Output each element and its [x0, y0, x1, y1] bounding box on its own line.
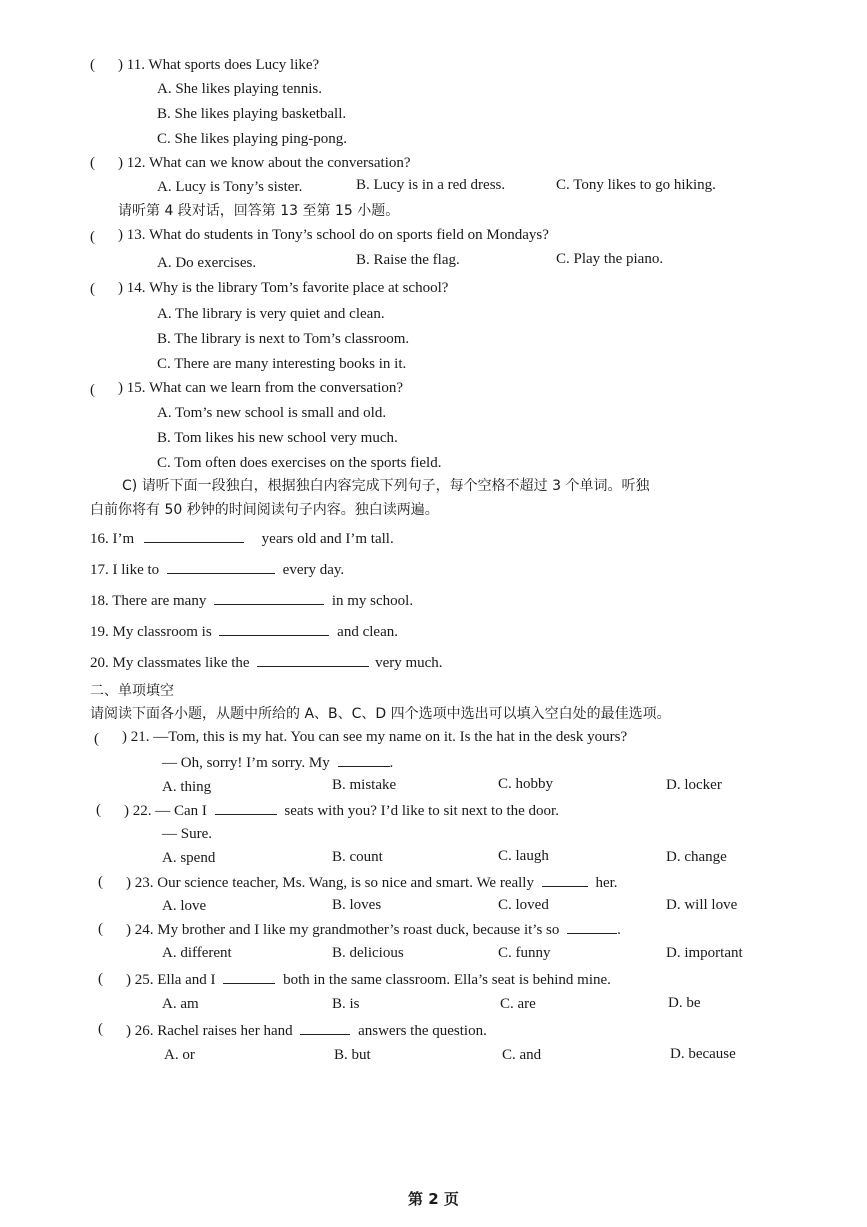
q15-option-a: A. Tom’s new school is small and old.	[157, 405, 387, 421]
question-14: ) 14. Why is the library Tom’s favorite place at school?	[118, 280, 449, 296]
question-bracket: (	[90, 155, 95, 171]
q23-text: ) 23. Our science teacher, Ms. Wang, is so nice and smart. We really	[126, 875, 534, 891]
answer-blank[interactable]	[144, 528, 244, 543]
question-26	[126, 1020, 487, 1040]
q22-option-b: B. count	[332, 849, 383, 865]
q26-option-c: C. and	[502, 1047, 542, 1063]
answer-blank[interactable]	[214, 590, 324, 605]
question-13: ) 13. What do students in Tony’s school do on sports field on Mondays?	[118, 227, 549, 243]
q13-option-a: A. Do exercises.	[157, 255, 257, 271]
q22-option-a: A. spend	[162, 850, 216, 866]
q18-text-end: in my school.	[331, 593, 414, 609]
q18-text: 18. There are many	[90, 593, 207, 609]
q16-text: 16. I’m	[90, 531, 135, 547]
q14-option-b: B. The library is next to Tom’s classroom.	[157, 331, 410, 347]
q26-option-b: B. but	[334, 1047, 371, 1063]
q24-text: ) 24. My brother and I like my grandmother’s roast duck, because it’s so	[126, 922, 560, 938]
question-11: ) 11. What sports does Lucy like?	[118, 57, 320, 73]
q25-text-end: both in the same classroom. Ella’s seat is behind mine.	[283, 972, 611, 988]
q13-option-b: B. Raise the flag.	[356, 252, 460, 268]
q13-option-c: C. Play the piano.	[556, 251, 664, 267]
q21-option-c: C. hobby	[498, 776, 554, 792]
answer-blank[interactable]	[542, 872, 588, 887]
q21-option-a: A. thing	[162, 779, 212, 795]
q26-option-a: A. or	[164, 1047, 195, 1063]
q23-option-d: D. will love	[666, 897, 738, 913]
q24-option-c: C. funny	[498, 945, 551, 961]
q21-option-b: B. mistake	[332, 777, 397, 793]
q25-option-a: A. am	[162, 996, 199, 1012]
q23-option-b: B. loves	[332, 897, 382, 913]
question-bracket: (	[98, 874, 103, 890]
part-2-title: 二、单项填空	[90, 683, 174, 699]
q25-option-d: D. be	[668, 995, 701, 1011]
q23-option-c: C. loved	[498, 897, 549, 913]
page-number: 第 2 页	[408, 1190, 459, 1208]
q21-response-text: — Oh, sorry! I’m sorry. My	[162, 755, 330, 771]
question-bracket: (	[98, 971, 103, 987]
answer-blank[interactable]	[567, 919, 617, 934]
question-bracket: (	[98, 921, 103, 937]
q15-option-c: C. Tom often does exercises on the sports field.	[157, 455, 442, 471]
q12-option-b: B. Lucy is in a red dress.	[356, 177, 506, 193]
q23-option-a: A. love	[162, 898, 207, 914]
q22-text-end: seats with you? I’d like to sit next to the door.	[284, 803, 559, 819]
part-2-instruction: 请阅读下面各小题，从题中所给的 A、B、C、D 四个选项中选出可以填入空白处的最佳选项。	[90, 706, 671, 722]
question-17	[90, 559, 344, 579]
q14-option-c: C. There are many interesting books in it.	[157, 356, 407, 372]
q23-text-end: her.	[595, 875, 618, 891]
q21-option-d: D. locker	[666, 777, 722, 793]
question-bracket: (	[94, 731, 99, 747]
q25-text: ) 25. Ella and I	[126, 972, 216, 988]
question-bracket: (	[90, 382, 95, 398]
answer-blank[interactable]	[257, 652, 369, 667]
question-22	[124, 800, 559, 820]
q26-option-d: D. because	[670, 1046, 736, 1062]
question-18	[90, 590, 413, 610]
question-20	[90, 652, 443, 672]
q11-option-a: A. She likes playing tennis.	[157, 81, 322, 97]
answer-blank[interactable]	[219, 621, 329, 636]
question-bracket: (	[90, 57, 95, 73]
q12-option-c: C. Tony likes to go hiking.	[556, 177, 716, 193]
q22-response: — Sure.	[162, 826, 212, 842]
q22-option-d: D. change	[666, 849, 727, 865]
q19-text-end: and clean.	[337, 624, 398, 640]
q12-option-a: A. Lucy is Tony’s sister.	[157, 179, 303, 195]
answer-blank[interactable]	[338, 752, 390, 767]
q17-text-end: every day.	[282, 562, 345, 578]
question-21: ) 21. —Tom, this is my hat. You can see my name on it. Is the hat in the desk yours?	[122, 729, 628, 745]
question-bracket: (	[98, 1021, 103, 1037]
q19-text: 19. My classroom is	[90, 624, 212, 640]
q25-option-c: C. are	[500, 996, 536, 1012]
q26-text-end: answers the question.	[358, 1023, 487, 1039]
question-16	[90, 528, 394, 548]
answer-blank[interactable]	[167, 559, 275, 574]
question-19	[90, 621, 398, 641]
question-bracket: (	[90, 229, 95, 245]
q25-option-b: B. is	[332, 996, 360, 1012]
section-c-instruction-cont: 白前你将有 50 秒钟的时间阅读句子内容。独白读两遍。	[90, 502, 439, 518]
question-15: ) 15. What can we learn from the conversation?	[118, 380, 404, 396]
q20-text-end: very much.	[375, 655, 443, 671]
q11-option-c: C. She likes playing ping-pong.	[157, 131, 347, 147]
q24-option-d: D. important	[666, 945, 743, 961]
question-12: ) 12. What can we know about the conversation?	[118, 155, 411, 171]
question-bracket: (	[96, 802, 101, 818]
q26-text: ) 26. Rachel raises her hand	[126, 1023, 293, 1039]
q20-text: 20. My classmates like the	[90, 655, 250, 671]
question-24: ) 24. My brother and I like my grandmother’s roast duck, because it’s so .	[126, 919, 621, 939]
q17-text: 17. I like to	[90, 562, 160, 578]
q16-text-end: years old and I’m tall.	[261, 531, 394, 547]
section-c-instruction: C) 请听下面一段独白，根据独白内容完成下列句子，每个空格不超过 3 个单词。听独	[122, 478, 650, 494]
q22-text: ) 22. — Can I	[124, 803, 207, 819]
question-23	[126, 872, 618, 892]
q11-option-b: B. She likes playing basketball.	[157, 106, 347, 122]
instruction-dialog-4: 请听第 4 段对话，回答第 13 至第 15 小题。	[118, 203, 400, 219]
q22-option-c: C. laugh	[498, 848, 549, 864]
q15-option-b: B. Tom likes his new school very much.	[157, 430, 398, 446]
answer-blank[interactable]	[300, 1020, 350, 1035]
q24-option-a: A. different	[162, 945, 232, 961]
q24-option-b: B. delicious	[332, 945, 404, 961]
question-bracket: (	[90, 281, 95, 297]
answer-blank[interactable]	[215, 800, 277, 815]
q21-response: — Oh, sorry! I’m sorry. My .	[162, 752, 393, 772]
question-25	[126, 969, 611, 989]
q14-option-a: A. The library is very quiet and clean.	[157, 306, 385, 322]
answer-blank[interactable]	[223, 969, 275, 984]
